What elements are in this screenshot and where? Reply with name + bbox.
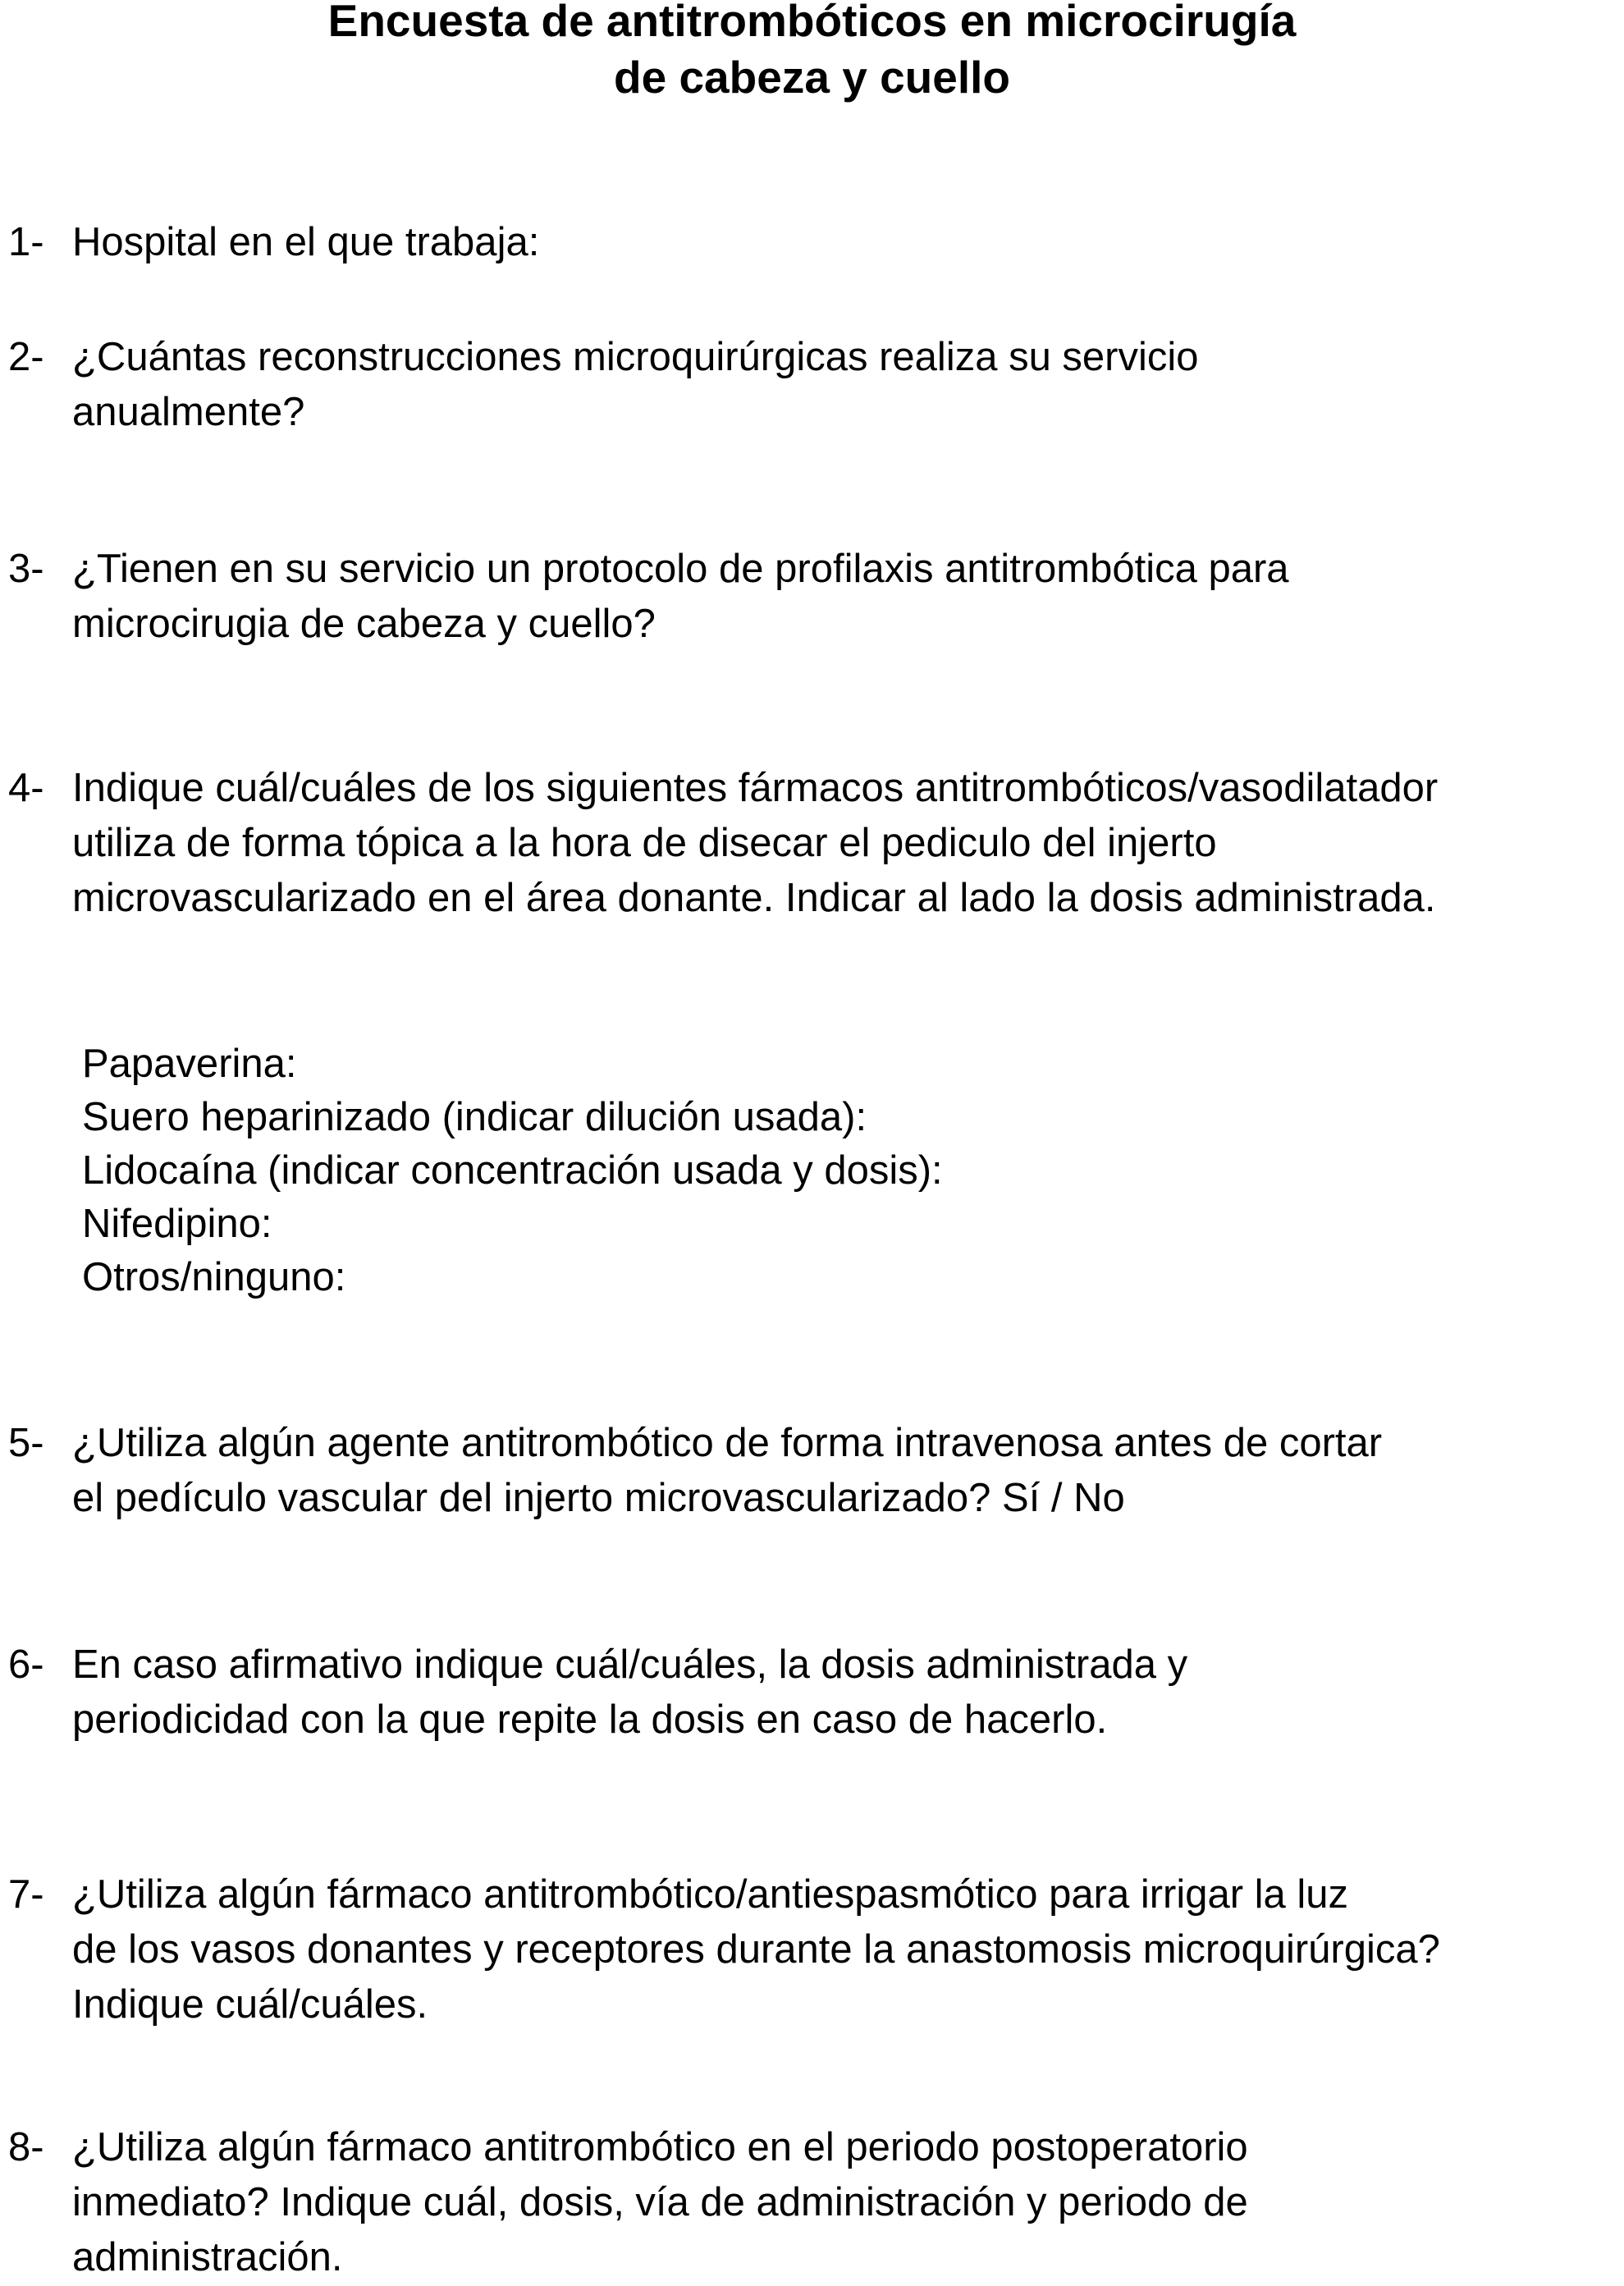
question-1-number: 1- [8,220,44,264]
question-6-line-1: En caso afirmativo indique cuál/cuáles, la dosis administrada y [72,1642,1188,1687]
question-4-number: 4- [8,766,44,810]
question-1-line-1: Hospital en el que trabaja: [72,220,540,264]
drug-item-suero-heparinizado: Suero heparinizado (indicar dilución usada): [82,1095,867,1139]
document-title [0,0,1624,106]
question-7-line-2: de los vasos donantes y receptores durante la anastomosis microquirúrgica? [72,1927,1440,1972]
title-line-1: Encuesta de antitrombóticos en microcirugía [327,0,1297,46]
question-3-line-1: ¿Tienen en su servicio un protocolo de profilaxis antitrombótica para [72,547,1289,591]
question-4-line-3: microvascularizado en el área donante. Indicar al lado la dosis administrada. [72,876,1436,920]
question-6 [8,1638,1624,1748]
question-8-line-1: ¿Utiliza algún fármaco antitrombótico en el periodo postoperatorio [72,2125,1248,2169]
question-2-number: 2- [8,335,44,379]
question-8-line-2: inmediato? Indique cuál, dosis, vía de administración y periodo de [72,2180,1248,2224]
question-5 [8,1416,1624,1526]
question-6-line-2: periodicidad con la que repite la dosis en caso de hacerlo. [72,1697,1108,1742]
question-2-line-2: anualmente? [72,390,305,434]
question-7 [8,1867,1624,2032]
question-5-number: 5- [8,1421,44,1465]
drug-item-papaverina: Papaverina: [82,1042,297,1086]
question-5-line-1: ¿Utiliza algún agente antitrombótico de forma intravenosa antes de cortar [72,1421,1383,1465]
question-1 [8,215,1624,270]
drug-item-otros-ninguno: Otros/ninguno: [82,1255,346,1299]
topical-drug-list [82,1038,1624,1304]
question-4-line-2: utiliza de forma tópica a la hora de disecar el pediculo del injerto [72,821,1217,865]
question-7-line-3: Indique cuál/cuáles. [72,1982,428,2027]
question-4 [8,761,1624,926]
question-3-number: 3- [8,547,44,591]
question-2 [8,330,1624,440]
question-3-line-2: microcirugia de cabeza y cuello? [72,602,656,646]
question-8-number: 8- [8,2125,44,2169]
title-line-2: de cabeza y cuello [614,52,1010,103]
question-8-line-3: administración. [72,2235,343,2279]
question-7-line-1: ¿Utiliza algún fármaco antitrombótico/antiespasmótico para irrigar la luz [72,1872,1349,1917]
question-5-line-2: el pedículo vascular del injerto microvascularizado? Sí / No [72,1476,1125,1520]
question-2-line-1: ¿Cuántas reconstrucciones microquirúrgicas realiza su servicio [72,335,1199,379]
drug-item-lidocaina: Lidocaína (indicar concentración usada y dosis): [82,1148,943,1193]
question-3 [8,542,1624,652]
drug-item-nifedipino: Nifedipino: [82,1202,272,1246]
question-6-number: 6- [8,1642,44,1687]
question-7-number: 7- [8,1872,44,1917]
question-8 [8,2120,1624,2285]
question-4-line-1: Indique cuál/cuáles de los siguientes fármacos antitrombóticos/vasodilatador [72,766,1439,810]
